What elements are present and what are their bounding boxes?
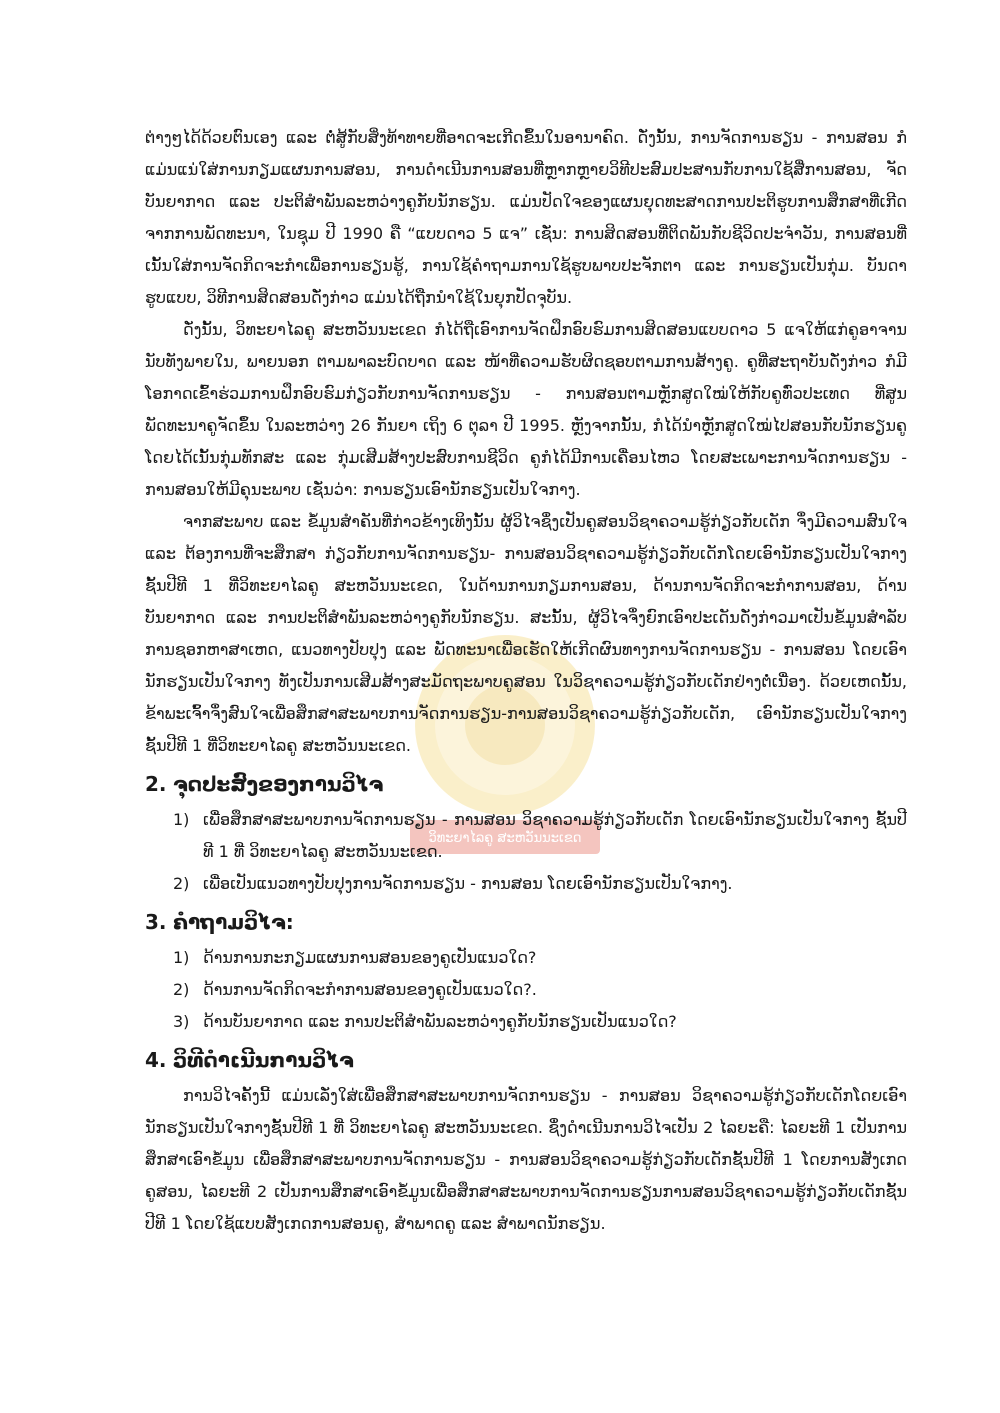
list-item <box>173 804 907 868</box>
list-item-number: 3) <box>173 1012 190 1031</box>
body-paragraph: ຕ່າງໆໄດ້ດ້ວຍຕົນເອງ ແລະ ຕໍ່ສູ້ກັບສິ່ງທ້າທາຍທີ່ອາດຈະເກີດຂຶ້ນໃນອານາຄົດ. ດັ່ງນັ້ນ, ການຈັດການຮຽນ - ການສອນ ກໍແມ່ນແນ່ໃສ່ການກຽມແຜນການສອນ, ການດຳເນີນການສອນທີ່ຫຼາກຫຼາຍວິທີປະສົມປະສານກັບການໃຊ້ສື່ການສອນ, ຈັດບັນຍາກາດ ແລະ ປະຕິສຳພັນລະຫວ່າງຄູກັບນັກຮຽນ. ແມ່ນປັດໃຈຂອງແຜນຍຸດທະສາດການປະຕິຮູບການສຶກສາທີ່ເກີດຈາກການພັດທະນາ, ໃນຊຸມ ປີ 1990 ຄື “ແບບດາວ 5 ແຈ” ເຊັ່ນ: ການສິດສອນທີ່ຕິດພັນກັບຊີວິດປະຈຳວັນ, ການສອນທີ່ເນັ້ນໃສ່ການຈັດກິດຈະກຳເພື່ອການຮຽນຮູ້, ການໃຊ້ຄຳຖາມການໃຊ້ຮູບພາບປະຈັກຕາ ແລະ ການຮຽນເປັນກຸ່ມ. ບັນດາຮູບແບບ, ວິທີການສິດສອນດັ່ງກ່າວ ແມ່ນໄດ້ຖືກນຳໃຊ້ໃນຍຸກປັດຈຸບັນ. <box>145 128 907 307</box>
body-paragraph: ການວິໄຈຄັ້ງນີ້ ແມ່ນເລັ່ງໃສ່ເພື່ອສຶກສາສະພາບການຈັດການຮຽນ - ການສອນ ວິຊາຄວາມຮູ້ກ່ຽວກັບເດັກໂດຍເອົານັກຮຽນເປັນໃຈກາງຊັ້ນປີທີ 1 ທີ່ ວິທະຍາໄລຄູ ສະຫວັນນະເຂດ. ຊຶ່ງດຳເນີນການວິໄຈເປັນ 2 ໄລຍະຄື: ໄລຍະທີ 1 ເປັນການສຶກສາເອົາຂໍ້ມູນ ເພື່ອສຶກສາສະພາບການຈັດການຮຽນ - ການສອນວິຊາຄວາມຮູ້ກ່ຽວກັບເດັກຊັ້ນປີທີ 1 ໂດຍການສັງເກດຄູສອນ, ໄລຍະທີ 2 ເປັນການສຶກສາເອົາຂໍ້ມູນເພື່ອສຶກສາສະພາບການຈັດການຮຽນການສອນວິຊາຄວາມຮູ້ກ່ຽວກັບເດັກຊັ້ນປີທີ 1 ໂດຍໃຊ້ແບບສັງເກດການສອນຄູ, ສຳພາດຄູ ແລະ ສຳພາດນັກຮຽນ. <box>145 1086 907 1233</box>
section-title: ວິທີດຳເນີນການວິໄຈ <box>173 1048 354 1072</box>
section-heading <box>145 766 907 802</box>
list-item <box>173 1006 907 1038</box>
section-heading <box>145 904 907 940</box>
list-item-number: 1) <box>173 948 190 967</box>
list-item <box>173 974 907 1006</box>
section-number: 2. <box>145 772 167 796</box>
list-item-text: ເພື່ອເປັນແນວທາງປັບປຸງການຈັດການຮຽນ - ການສອນ ໂດຍເອົານັກຮຽນເປັນໃຈກາງ. <box>203 874 733 893</box>
section-number: 4. <box>145 1048 167 1072</box>
section-number: 3. <box>145 910 167 934</box>
list-item-text: ດ້ານການກະກຽມແຜນການສອນຂອງຄູເປັນແນວໃດ? <box>203 948 537 967</box>
section-title: ຄຳຖາມວິໄຈ: <box>173 910 294 934</box>
section-title: ຈຸດປະສົງຂອງການວິໄຈ <box>173 772 384 796</box>
document-page <box>145 122 907 1240</box>
list-item <box>173 868 907 900</box>
watermark-caption: ວິທະຍາໄລຄູ ສະຫວັນນະເຂດ <box>428 831 582 846</box>
section-heading <box>145 1042 907 1078</box>
list-item-text: ດ້ານບັນຍາກາດ ແລະ ການປະຕິສຳພັນລະຫວ່າງຄູກັບນັກຮຽນເປັນແນວໃດ? <box>203 1012 677 1031</box>
list-item <box>173 942 907 974</box>
list-item-number: 2) <box>173 980 190 999</box>
list-item-number: 1) <box>173 810 190 829</box>
list-item-number: 2) <box>173 874 190 893</box>
body-paragraph: ດັ່ງນັ້ນ, ວິທະຍາໄລຄູ ສະຫວັນນະເຂດ ກໍໄດ້ຖືເອົາການຈັດຝຶກອົບຮົມການສິດສອນແບບດາວ 5 ແຈໃຫ້ແກ່ຄູອາຈານນັບທັງພາຍໃນ, ພາຍນອກ ຕາມພາລະບົດບາດ ແລະ ໜ້າທີ່ຄວາມຮັບຜິດຊອບຕາມການສ້າງຄູ. ຄູທີ່ສະຖາບັນດັ່ງກ່າວ ກໍມີໂອກາດເຂົ້າຮ່ວມການຝຶກອົບຮົມກ່ຽວກັບການຈັດການຮຽນ - ການສອນຕາມຫຼັກສູດໃໝ່ໃຫ້ກັບຄູທົ່ວປະເທດ ທີ່ສູນພັດທະນາຄູຈັດຂຶ້ນ ໃນລະຫວ່າງ 26 ກັນຍາ ເຖິງ 6 ຕຸລາ ປີ 1995. ຫຼັງຈາກນັ້ນ, ກໍໄດ້ນຳຫຼັກສູດໃໝ່ໄປສອນກັບນັກຮຽນຄູ ໂດຍໄດ້ເນັ້ນກຸ່ມທັກສະ ແລະ ກຸ່ມເສີມສ້າງປະສົບການຊີວິດ ຄູກໍໄດ້ມີການເຄື່ອນໄຫວ ໂດຍສະເພາະການຈັດການຮຽນ - ການສອນໃຫ້ມີຄຸນະພາບ ເຊັ່ນວ່າ: ການຮຽນເອົານັກຮຽນເປັນໃຈກາງ. <box>145 320 907 499</box>
list-item-text: ດ້ານການຈັດກິດຈະກຳການສອນຂອງຄູເປັນແນວໃດ?. <box>203 980 537 999</box>
list-item-text: ເພື່ອສຶກສາສະພາບການຈັດການຮຽນ - ການສອນ ວິຊາຄວາມຮູ້ກ່ຽວກັບເດັກ ໂດຍເອົານັກຮຽນເປັນໃຈກາງ ຊັ້ນປີທີ 1 ທີ່ ວິທະຍາໄລຄູ ສະຫວັນນະເຂດ. <box>203 810 907 861</box>
body-paragraph: ຈາກສະພາບ ແລະ ຂໍ້ມູນສຳຄັນທີ່ກ່າວຂ້າງເທິງນັ້ນ ຜູ້ວິໄຈຊຶ່ງເປັນຄູສອນວິຊາຄວາມຮູ້ກ່ຽວກັບເດັກ ຈຶ່ງມີຄວາມສົນໃຈ ແລະ ຕ້ອງການທີ່ຈະສຶກສາ ກ່ຽວກັບການຈັດການຮຽນ- ການສອນວິຊາຄວາມຮູ້ກ່ຽວກັບເດັກໂດຍເອົານັກຮຽນເປັນໃຈກາງ ຊັ້ນປີທີ 1 ທີ່ວິທະຍາໄລຄູ ສະຫວັນນະເຂດ, ໃນດ້ານການກຽມການສອນ, ດ້ານການຈັດກິດຈະກຳການສອນ, ດ້ານບັນຍາກາດ ແລະ ການປະຕິສຳພັນລະຫວ່າງຄູກັບນັກຮຽນ. ສະນັ້ນ, ຜູ້ວິໄຈຈຶ່ງຍົກເອົາປະເດັນດັ່ງກ່າວມາເປັນຂໍ້ມູນສຳລັບການຊອກຫາສາເຫດ, ແນວທາງປັບປຸງ ແລະ ພັດທະນາເພື່ອເຮັດໃຫ້ເກີດຜົນທາງການຈັດການຮຽນ - ການສອນ ໂດຍເອົານັກຮຽນເປັນໃຈກາງ ທັງເປັນການເສີມສ້າງສະມັດຖະພາບຄູສອນ ໃນວິຊາຄວາມຮູ້ກ່ຽວກັບເດັກຢ່າງຕໍ່ເນື່ອງ. ດ້ວຍເຫດນັ້ນ, ຂ້າພະເຈົ້າຈຶ່ງສົນໃຈເພື່ອສຶກສາສະພາບການຈັດການຮຽນ-ການສອນວິຊາຄວາມຮູ້ກ່ຽວກັບເດັກ, ເອົານັກຮຽນເປັນໃຈກາງ ຊັ້ນປີທີ 1 ທີ່ວິທະຍາໄລຄູ ສະຫວັນນະເຂດ. <box>145 512 907 755</box>
